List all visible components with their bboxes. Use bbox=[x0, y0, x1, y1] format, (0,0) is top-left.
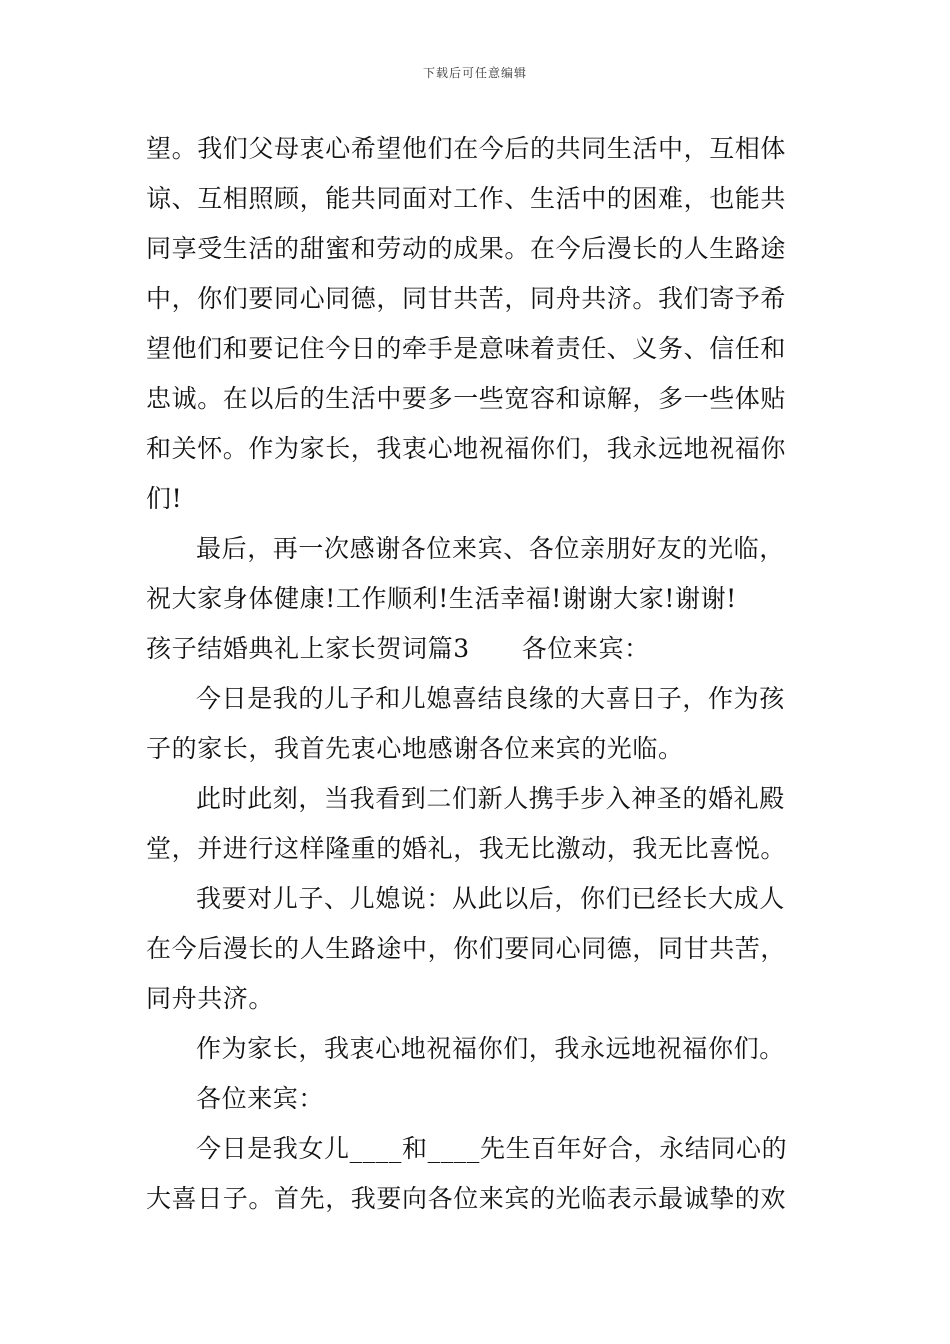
text-line: 今日是我女儿____和____先生百年好合，永结同心的 bbox=[196, 1134, 788, 1163]
text-line: 各位来宾： bbox=[196, 1084, 325, 1113]
text-line: 作为家长，我衷心地祝福你们，我永远地祝福你们。 bbox=[196, 1034, 785, 1063]
salutation: 各位来宾： bbox=[521, 634, 650, 663]
section-title: 孩子结婚典礼上家长贺词篇3 bbox=[146, 634, 470, 663]
text-line: 在今后漫长的人生路途中，你们要同心同德，同甘共苦， bbox=[146, 934, 787, 963]
text-line: 我要对儿子、儿媳说：从此以后，你们已经长大成人 bbox=[196, 884, 785, 913]
text-line: 祝大家身体健康!工作顺利!生活幸福!谢谢大家!谢谢! bbox=[146, 584, 737, 613]
text-line: 望。我们父母衷心希望他们在今后的共同生活中，互相体 bbox=[146, 134, 787, 163]
text-line: 子的家长，我首先衷心地感谢各位来宾的光临。 bbox=[146, 734, 684, 763]
text-line: 今日是我的儿子和儿媳喜结良缘的大喜日子，作为孩 bbox=[196, 684, 785, 713]
text-line: 中，你们要同心同德，同甘共苦，同舟共济。我们寄予希 bbox=[146, 284, 787, 313]
text-line: 此时此刻，当我看到二们新人携手步入神圣的婚礼殿 bbox=[196, 784, 785, 813]
text-line: 大喜日子。首先，我要向各位来宾的光临表示最诚挚的欢 bbox=[146, 1184, 787, 1213]
text-line: 同享受生活的甜蜜和劳动的成果。在今后漫长的人生路途 bbox=[146, 234, 787, 263]
section-heading-line bbox=[146, 624, 816, 674]
text-line: 同舟共济。 bbox=[146, 984, 275, 1013]
text-line: 谅、互相照顾，能共同面对工作、生活中的困难，也能共 bbox=[146, 184, 787, 213]
text-line: 和关怀。作为家长，我衷心地祝福你们，我永远地祝福你 bbox=[146, 434, 787, 463]
text-line: 忠诚。在以后的生活中要多一些宽容和谅解，多一些体贴 bbox=[146, 384, 787, 413]
page-header: 下载后可任意编辑 bbox=[422, 66, 527, 80]
text-line: 堂，并进行这样隆重的婚礼，我无比激动，我无比喜悦。 bbox=[146, 834, 787, 863]
text-line: 们! bbox=[146, 484, 183, 513]
text-line: 最后，再一次感谢各位来宾、各位亲朋好友的光临， bbox=[196, 534, 785, 563]
text-line: 望他们和要记住今日的牵手是意味着责任、义务、信任和 bbox=[146, 334, 787, 363]
document-body bbox=[146, 124, 816, 1224]
